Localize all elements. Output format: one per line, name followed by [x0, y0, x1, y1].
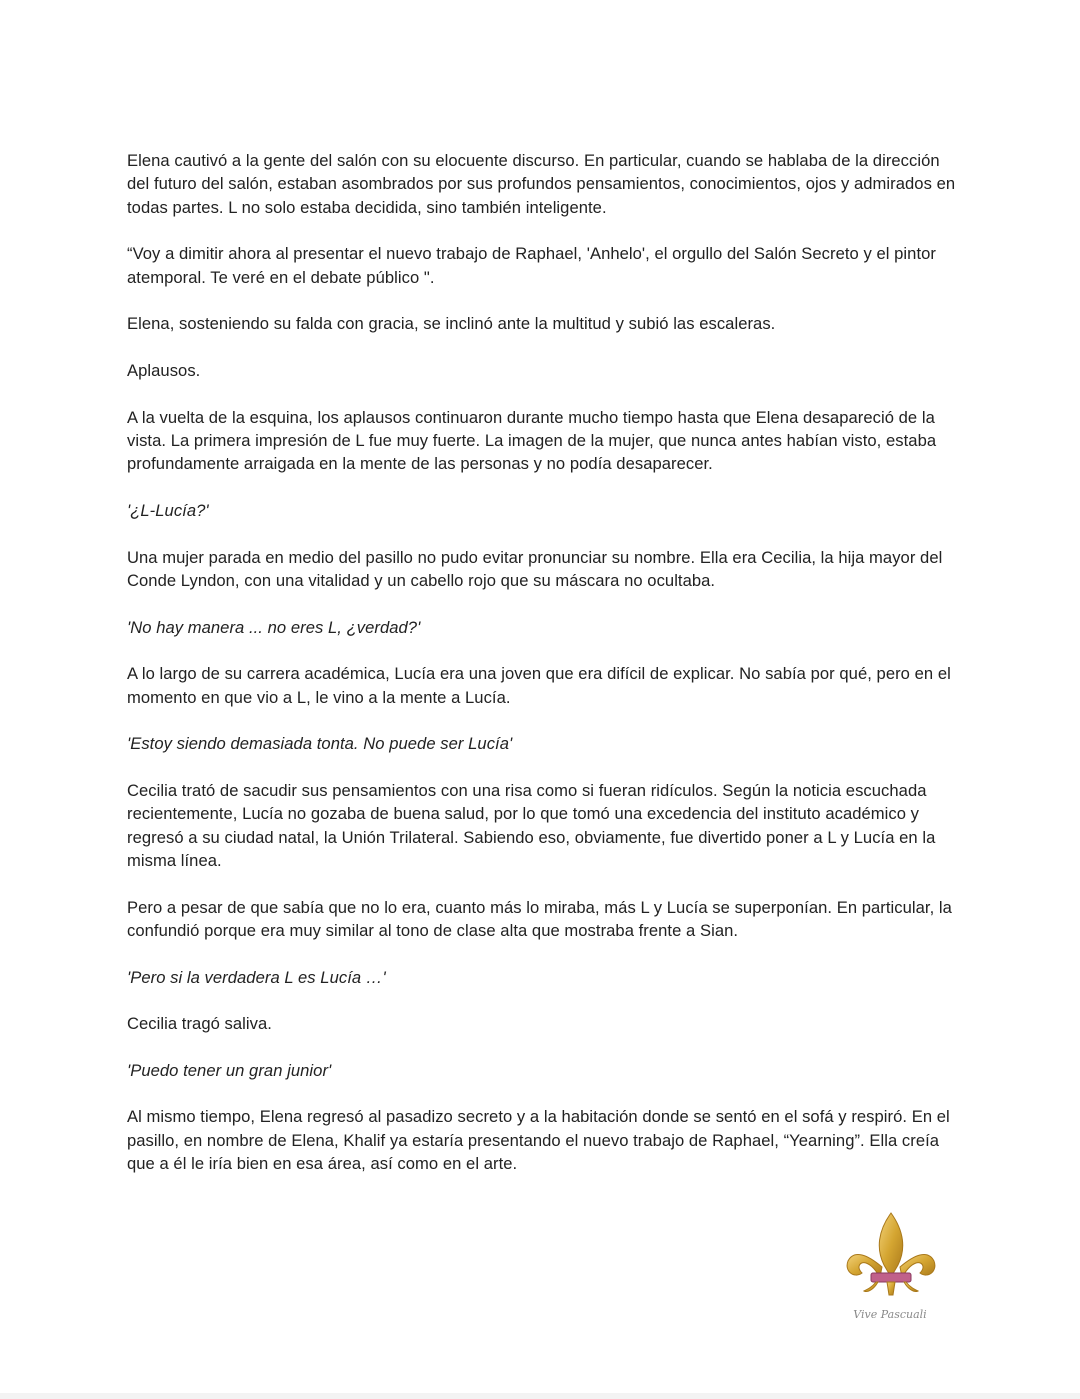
- document-body: [127, 149, 957, 1199]
- paragraph-14: Cecilia tragó saliva.: [127, 1014, 272, 1034]
- paragraph-10-thought: 'Estoy siendo demasiada tonta. No puede ser Lucía': [127, 734, 513, 754]
- fleur-de-lis-logo: [838, 1205, 948, 1335]
- paragraph-11: Cecilia trató de sacudir sus pensamientos con una risa como si fueran ridículos. Según la noticia escuchada recientemente, Lucía no gozaba de buena salud, por lo que tomó una excedencia del instituto académico y regresó a su ciudad natal, la Unión Trilateral. Sabiendo eso, obviamente, fue divertido poner a L y Lucía en la misma línea.: [127, 780, 936, 870]
- paragraph-13-thought: 'Pero si la verdadera L es Lucía …': [127, 967, 386, 987]
- paragraph-12: Pero a pesar de que sabía que no lo era, cuanto más lo miraba, más L y Lucía se superponían. En particular, la confundió porque era muy similar al tono de clase alta que mostraba frente a Sian.: [127, 897, 952, 940]
- paragraph-1: Elena cautivó a la gente del salón con su elocuente discurso. En particular, cuando se hablaba de la dirección del futuro del salón, estaban asombrados por sus profundos pensamientos, conocimientos, ojos y admirados en todas partes. L no solo estaba decidida, sino también inteligente.: [127, 151, 956, 217]
- svg-text:Vive Pascuali: Vive Pascuali: [853, 1308, 927, 1321]
- paragraph-4: Aplausos.: [127, 361, 201, 380]
- fleur-de-lis-icon: [838, 1205, 948, 1335]
- paragraph-6-thought: '¿L-Lucía?': [127, 501, 209, 520]
- page-bottom-edge: [0, 1393, 1080, 1399]
- paragraph-3: Elena, sosteniendo su falda con gracia, se inclinó ante la multitud y subió las escaleras.: [127, 314, 776, 334]
- paragraph-2: “Voy a dimitir ahora al presentar el nuevo trabajo de Raphael, 'Anhelo', el orgullo del Salón Secreto y el pintor atemporal. Te veré en el debate público ".: [127, 244, 936, 287]
- paragraph-8-thought: 'No hay manera ... no eres L, ¿verdad?': [127, 617, 421, 637]
- paragraph-15-thought: 'Puedo tener un gran junior': [127, 1060, 332, 1080]
- paragraph-7: Una mujer parada en medio del pasillo no pudo evitar pronunciar su nombre. Ella era Cecilia, la hija mayor del Conde Lyndon, con una vitalidad y un cabello rojo que su máscara no ocultaba.: [127, 547, 943, 590]
- paragraph-9: A lo largo de su carrera académica, Lucía era una joven que era difícil de explicar. No sabía por qué, pero en el momento en que vio a L, le vino a la mente a Lucía.: [127, 664, 951, 707]
- paragraph-5: A la vuelta de la esquina, los aplausos continuaron durante mucho tiempo hasta que Elena desapareció de la vista. La primera impresión de L fue muy fuerte. La imagen de la mujer, que nunca antes habían visto, estaba profundamente arraigada en la mente de las personas y no podía desaparecer.: [127, 407, 937, 474]
- paragraph-16: Al mismo tiempo, Elena regresó al pasadizo secreto y a la habitación donde se sentó en el sofá y respiró. En el pasillo, en nombre de Elena, Khalif ya estaría presentando el nuevo trabajo de Raphael, “Yearning”. Ella creía que a él le iría bien en esa área, así como en el arte.: [127, 1107, 950, 1174]
